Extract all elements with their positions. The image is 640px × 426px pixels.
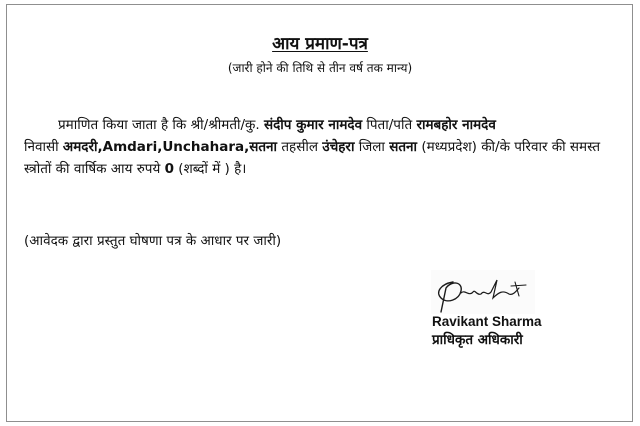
signature-image: [431, 270, 535, 314]
income-in-words: (शब्दों में ): [178, 161, 230, 177]
issue-basis-note: (आवेदक द्वारा प्रस्तुत घोषणा पत्र के आधार पर जारी): [24, 233, 282, 249]
signatory-name: Ravikant Sharma: [432, 314, 542, 329]
sentence-ending: है।: [234, 161, 247, 177]
validity-subtitle: (जारी होने की तिथि से तीन वर्ष तक मान्य): [227, 61, 413, 75]
father-name: रामबहोर नामदेव: [416, 117, 496, 133]
relation-label: पिता/पति: [366, 117, 413, 133]
certificate-title: [0, 34, 640, 54]
family-income-text: की/के परिवार की समस्त स्त्रोतों की वार्षिक आय रुपये: [24, 139, 601, 177]
tehsil-value: उंचेहरा: [322, 139, 355, 155]
certificate-body: [24, 114, 624, 180]
district-label: जिला: [358, 139, 385, 155]
income-amount: 0: [164, 161, 174, 177]
tehsil-label: तहसील: [281, 139, 318, 155]
certificate-title-text: आय प्रमाण-पत्र: [272, 34, 368, 54]
district-value: सतना: [389, 139, 418, 155]
resident-label: निवासी: [24, 139, 59, 155]
applicant-name: संदीप कुमार नामदेव: [264, 117, 363, 133]
state-value: (मध्यप्रदेश): [421, 139, 477, 155]
address: अमदरी,Amdari,Unchahara,सतना: [62, 139, 278, 155]
intro-text: प्रमाणित किया जाता है कि श्री/श्रीमती/कु.: [58, 117, 260, 133]
signatory-designation: प्राधिकृत अधिकारी: [432, 332, 523, 348]
